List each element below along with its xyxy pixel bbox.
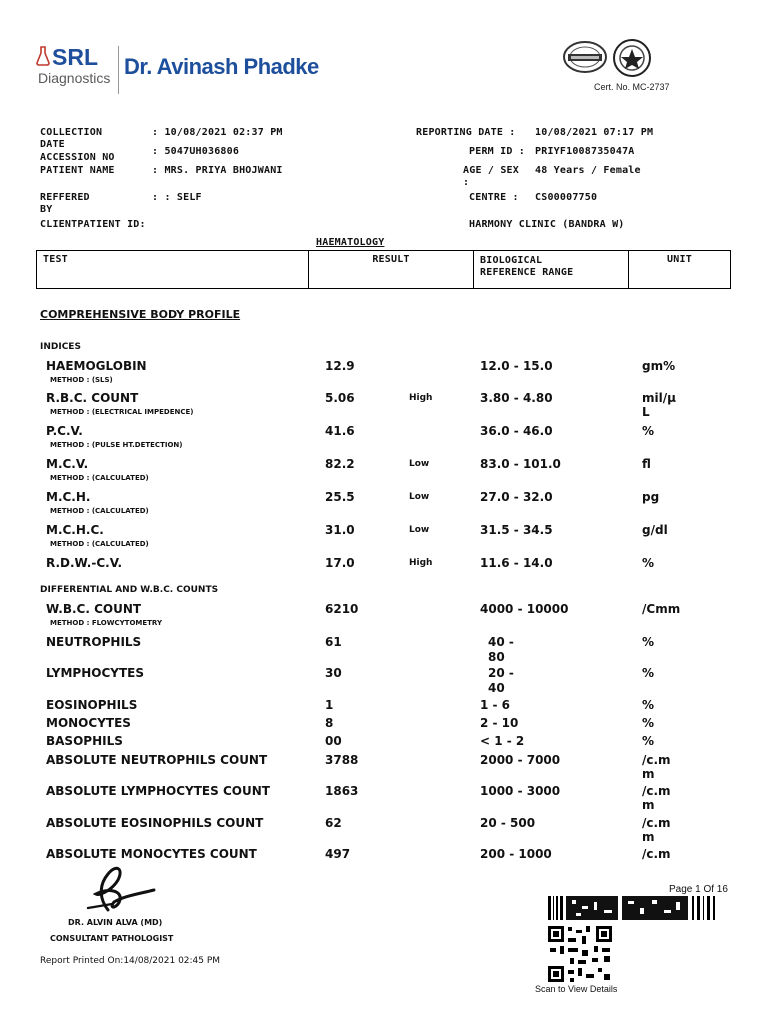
certificate-number: Cert. No. MC-2737 [594,82,670,92]
perm-id-label: PERM ID : [469,146,525,157]
test-method: METHOD : (CALCULATED) [50,474,149,482]
test-result: 8 [325,716,334,730]
test-method: METHOD : FLOWCYTOMETRY [50,619,163,627]
qr-code-icon[interactable] [546,924,614,984]
test-result: 12.9 [325,359,355,373]
test-result: 31.0 [325,523,355,537]
test-result: 41.6 [325,424,355,438]
doctor-designation: CONSULTANT PATHOLOGIST [50,934,174,943]
test-unit: % [642,734,655,748]
test-result: 17.0 [325,556,355,570]
test-name: HAEMOGLOBIN [46,359,147,373]
test-name: ABSOLUTE LYMPHOCYTES COUNT [46,784,270,798]
test-result: 6210 [325,602,359,616]
test-result: 82.2 [325,457,355,471]
test-name: M.C.H.C. [46,523,104,537]
test-reference-range: 20 - 500 [480,816,536,830]
test-name: ABSOLUTE EOSINOPHILS COUNT [46,816,264,830]
test-unit: fl [642,457,651,471]
test-unit: % [642,556,655,570]
referred-label: REFFERED BY [40,192,90,215]
test-method: METHOD : (CALCULATED) [50,540,149,548]
test-reference-range: 31.5 - 34.5 [480,523,553,537]
group-indices: INDICES [40,342,81,352]
reporting-date-label: REPORTING DATE : [416,127,516,138]
test-name: LYMPHOCYTES [46,666,144,680]
referred-value: : : SELF [152,192,202,203]
centre-value: CS00007750 [535,192,598,203]
age-sex-value: 48 Years / Female [535,165,641,176]
test-method: METHOD : (PULSE HT.DETECTION) [50,441,183,449]
test-reference-range: 2 - 10 [480,716,519,730]
results-header-table [36,250,731,289]
test-name: P.C.V. [46,424,83,438]
test-unit: g/dl [642,523,668,537]
collection-date-value: : 10/08/2021 02:37 PM [152,127,283,138]
test-reference-range: 1000 - 3000 [480,784,561,798]
test-result: 62 [325,816,342,830]
header-reference-range: BIOLOGICAL REFERENCE RANGE [474,251,629,289]
test-unit: /c.m m [642,753,671,781]
test-unit: % [642,635,655,649]
profile-title: COMPREHENSIVE BODY PROFILE [40,308,241,321]
test-name: W.B.C. COUNT [46,602,142,616]
test-name: ABSOLUTE NEUTROPHILS COUNT [46,753,268,767]
test-unit: % [642,698,655,712]
logo-doctor-name: Dr. Avinash Phadke [124,54,319,79]
test-reference-range: 12.0 - 15.0 [480,359,553,373]
test-unit: /c.m [642,847,671,861]
test-flag: High [409,558,433,568]
logo-srl-text: SRL [52,44,98,70]
test-reference-range: 2000 - 7000 [480,753,561,767]
test-name: NEUTROPHILS [46,635,142,649]
signature-image [78,860,168,916]
test-result: 3788 [325,753,359,767]
flask-icon [36,46,50,66]
logo-divider [118,46,119,94]
test-reference-range: 1 - 6 [480,698,511,712]
collection-date-label: COLLECTION DATE [40,127,103,150]
department-title: HAEMATOLOGY [316,237,385,248]
test-flag: High [409,393,433,403]
test-result: 1863 [325,784,359,798]
test-reference-range: 4000 - 10000 [480,602,569,616]
test-unit: pg [642,490,660,504]
test-result: 497 [325,847,351,861]
scan-to-view-label: Scan to View Details [535,984,618,994]
nabl-seal-icon [612,38,652,78]
barcode-icon [548,896,718,920]
test-result: 00 [325,734,342,748]
test-name: M.C.H. [46,490,91,504]
group-differential: DIFFERENTIAL AND W.B.C. COUNTS [40,585,219,595]
page-number: Page 1 Of 16 [669,884,728,895]
ilac-mra-seal-icon [562,40,608,74]
test-reference-range: 3.80 - 4.80 [480,391,553,405]
test-unit: /c.m m [642,816,671,844]
test-flag: Low [409,492,430,502]
clinic-name: HARMONY CLINIC (BANDRA W) [469,219,625,230]
test-flag: Low [409,459,430,469]
test-reference-range: 200 - 1000 [480,847,552,861]
header-test: TEST [37,251,309,289]
centre-label: CENTRE : [469,192,519,203]
header-unit: UNIT [629,251,731,289]
test-result: 5.06 [325,391,355,405]
accession-value: : 5047UH036806 [152,146,240,157]
patient-name-label: PATIENT NAME [40,165,115,176]
test-reference-range: 20 - 40 [488,666,514,695]
test-name: EOSINOPHILS [46,698,138,712]
doctor-name: DR. ALVIN ALVA (MD) [68,918,163,927]
test-unit: mil/µ L [642,391,676,419]
test-method: METHOD : (ELECTRICAL IMPEDENCE) [50,408,194,416]
test-reference-range: < 1 - 2 [480,734,525,748]
test-reference-range: 36.0 - 46.0 [480,424,553,438]
test-flag: Low [409,525,430,535]
test-unit: % [642,424,655,438]
test-reference-range: 83.0 - 101.0 [480,457,561,471]
client-patient-id-label: CLIENTPATIENT ID: [40,219,146,230]
test-unit: /c.m m [642,784,671,812]
test-reference-range: 27.0 - 32.0 [480,490,553,504]
test-method: METHOD : (CALCULATED) [50,507,149,515]
test-name: R.D.W.-C.V. [46,556,123,570]
test-name: MONOCYTES [46,716,131,730]
test-unit: % [642,666,655,680]
test-name: BASOPHILS [46,734,123,748]
test-method: METHOD : (SLS) [50,376,113,384]
logo-diagnostics-text: Diagnostics [38,70,111,86]
report-printed-on: Report Printed On:14/08/2021 02:45 PM [40,956,221,966]
test-result: 61 [325,635,342,649]
test-unit: % [642,716,655,730]
test-name: ABSOLUTE MONOCYTES COUNT [46,847,257,861]
patient-name-value: : MRS. PRIYA BHOJWANI [152,165,283,176]
test-result: 1 [325,698,334,712]
test-name: R.B.C. COUNT [46,391,139,405]
test-unit: gm% [642,359,676,373]
test-unit: /Cmm [642,602,681,616]
perm-id-value: PRIYF1008735047A [535,146,635,157]
test-reference-range: 11.6 - 14.0 [480,556,553,570]
accession-label: ACCESSION NO [40,152,115,163]
test-result: 30 [325,666,342,680]
header-result: RESULT [309,251,474,289]
age-sex-label: AGE / SEX : [463,165,519,188]
test-reference-range: 40 - 80 [488,635,514,664]
test-result: 25.5 [325,490,355,504]
test-name: M.C.V. [46,457,89,471]
reporting-date-value: 10/08/2021 07:17 PM [535,127,654,138]
